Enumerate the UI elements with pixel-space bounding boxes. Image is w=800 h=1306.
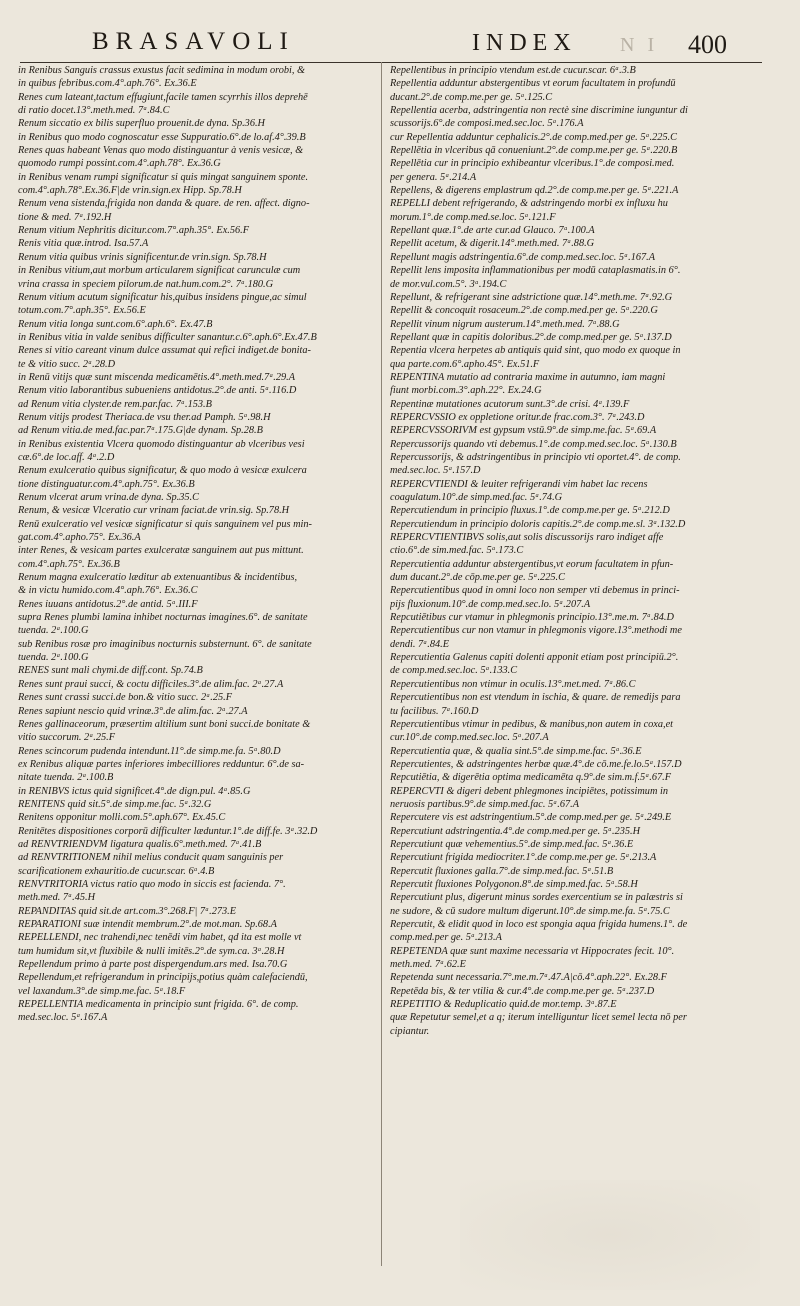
index-entry-line: Repercussorijs, & adstringentibus in principio vti oportet.4°. de comp. — [390, 451, 681, 463]
index-entry-line: REPANDITAS quid sit.de art.com.3°.268.F| 7ᵃ.273.E — [18, 905, 237, 917]
index-entry-line: Renes scincorum pudenda intendunt.11°.de simp.me.fa. 5ᵃ.80.D — [18, 745, 281, 757]
index-entry-line: Repercutientibus cur non vtamur in phlegmonis vigore.13°.methodi me — [390, 625, 682, 637]
index-entry-line: Renes cum lateant,tactum effugiunt,facile tamen scyrrhis illos deprehē — [18, 91, 308, 103]
index-entry-line: Repercutientia Galenus capiti dolenti apponit etiam post principiū.2°. — [390, 652, 679, 664]
index-entry-line: med.sec.loc. 5ᵃ.157.D — [390, 465, 481, 477]
index-entry-line: Repetēda bis, & ter vtilia & cur.4°.de comp.me.per ge. 5ᵃ.237.D — [390, 985, 655, 997]
index-entry-line: Renum vitio laborantibus subueniens antidotus.2°.de anti. 5ᵃ.116.D — [18, 385, 297, 397]
index-entry-line: per genera. 5ᵃ.214.A — [390, 171, 477, 183]
index-entry-line: in Renibus vitia in valde senibus difficulter sanantur.c.6°.aph.6°.Ex.47.B — [18, 331, 317, 343]
index-entry-line: Repercutientibus quod in omni loco non semper vti debemus in princi- — [390, 585, 680, 597]
index-entry-line: tione distinguatur.com.4°.aph.75°. Ex.36.B — [18, 478, 195, 490]
index-entry-line: REPETITIO & Reduplicatio quid.de mor.temp. 3ᵃ.87.E — [390, 999, 617, 1011]
index-entry-line: in RENIBVS ictus quid significet.4°.de dign.pul. 4ᵃ.85.G — [18, 785, 251, 797]
index-entry-line: Repercutientes, & adstringentes herbæ quæ.4°.de cō.me.fe.lo.5ᵃ.157.D — [390, 758, 682, 770]
index-entry-line: Repercussorijs quando vti debemus.1°.de comp.med.sec.loc. 5ᵃ.130.B — [390, 438, 677, 450]
index-entry-line: Renū exulceratio vel vesicæ significatur si quis sanguinem vel pus min- — [18, 518, 312, 530]
index-entry-line: Renes sunt praui succi, & coctu difficiles.3°.de alim.fac. 2ᵃ.27.A — [18, 678, 284, 690]
index-entry-line: de comp.med.sec.loc. 5ᵃ.133.C — [390, 665, 518, 677]
index-entry-line: tuenda. 2ᵃ.100.G — [18, 625, 89, 637]
index-entry-line: com.4°.aph.75°. Ex.36.B — [18, 558, 120, 570]
index-entry-line: scussorijs.6°.de composi.med.sec.loc. 5ᵃ.176.A — [390, 118, 584, 130]
index-entry-line: REPELLI debent refrigerando, & adstringendo morbi ex influxu hu — [390, 198, 668, 210]
index-entry-line: Repellētia in vlceribus qā conueniunt.2°.de comp.me.per ge. 5ᵃ.220.B — [390, 145, 678, 157]
index-entry-line: cur Repellentia adduntur cephalicis.2°.de comp.med.per ge. 5ᵃ.225.C — [390, 131, 678, 143]
index-entry-line: Renitētes dispositiones corporū difficulter læduntur.1°.de diff.fe. 3ᵃ.32.D — [18, 825, 318, 837]
index-entry-line: Repellentia acerba, adstringentia non rectè sine discrimine iunguntur di — [390, 105, 688, 117]
index-entry-line: RENES sunt mali chymi.de diff.cont. Sp.74.B — [18, 665, 203, 677]
index-entry-line: Repellit acetum, & digerit.14°.meth.med. 7ᵃ.88.G — [390, 238, 595, 250]
index-entry-line: in Renibus vitium,aut morbum articularem significat carunculæ cum — [18, 265, 301, 277]
index-entry-line: Repellētia cur in principio exhibeantur vlceribus.1°.de composi.med. — [390, 158, 675, 170]
index-entry-line: REPERCVTIENTIBVS solis,aut solis discussorijs raro indiget affe — [390, 532, 664, 544]
index-entry-line: Repentia vlcera herpetes ab antiquis quid sint, quo modo ex quoque in — [390, 345, 681, 357]
page-number: 400 — [688, 30, 727, 59]
index-entry-line: fiunt morbi.com.3°.aph.22°. Ex.24.G — [390, 385, 542, 397]
index-entry-line: Repercutiendum in principio fluxus.1°.de comp.me.per ge. 5ᵃ.212.D — [390, 505, 670, 517]
index-entry-line: med.sec.loc. 5ᵃ.167.A — [18, 1012, 108, 1024]
index-entry-line: scarificationem exhauritio.de cucur.scar. 6ᵃ.4.B — [18, 865, 215, 877]
running-head-index: INDEX — [472, 30, 577, 56]
index-entry-line: comp.med.per ge. 5ᵃ.213.A — [390, 932, 502, 944]
left-index-column — [18, 64, 375, 1025]
index-entry-line: dendi. 7ᵃ.84.E — [390, 638, 450, 650]
index-entry-line: Renum vitijs prodest Theriaca.de vsu ther.ad Pamph. 5ᵃ.98.H — [18, 411, 271, 423]
column-divider — [381, 62, 382, 1266]
index-entry-line: RENVTRITORIA victus ratio quo modo in siccis est facienda. 7°. — [18, 878, 286, 890]
index-entry-line: Renitens opponitur molli.com.5°.aph.67°. Ex.45.C — [18, 812, 226, 824]
index-entry-line: Repellentibus in principio vtendum est.de cucur.scar. 6ᵃ.3.B — [390, 65, 636, 76]
index-entry-line: Repellunt magis adstringentia.6°.de comp.med.sec.loc. 5ᵃ.167.A — [390, 251, 656, 263]
index-entry-line: ctio.6°.de sim.med.fac. 5ᵃ.173.C — [390, 545, 524, 557]
index-entry-line: cur.10°.de comp.med.sec.loc. 5ᵃ.207.A — [390, 732, 549, 744]
header-rule — [20, 62, 762, 63]
index-entry-line: Renes sunt crassi succi.de bon.& vitio succ. 2ᵃ.25.F — [18, 692, 233, 704]
index-entry-line: Repercutientibus non est vtendum in ischia, & quare. de remedijs para — [390, 692, 681, 704]
index-entry-line: REPARATIONI suæ intendit membrum.2°.de mot.man. Sp.68.A — [18, 919, 277, 930]
index-entry-line: tum humidum sit,vt fluxibile & nulli imitēs.2°.de sym.ca. 3ᵃ.28.H — [18, 945, 285, 957]
index-entry-line: Repellendum primo à parte post dispergendum.ars med. Isa.70.G — [18, 959, 288, 971]
index-entry-line: pijs fluxionum.10°.de comp.med.sec.lo. 5ᵃ.207.A — [390, 598, 591, 610]
index-entry-line: Repercutit fluxiones galla.7°.de simp.med.fac. 5ᵃ.51.B — [390, 865, 614, 877]
running-head-author: BRASAVOLI — [92, 28, 295, 55]
index-entry-line: gat.com.4°.apho.75°. Ex.36.A — [18, 532, 141, 544]
index-entry-line: RENITENS quid sit.5°.de simp.me.fac. 5ᵃ.32.G — [18, 798, 212, 810]
index-entry-line: ducant.2°.de comp.me.per ge. 5ᵃ.125.C — [390, 91, 553, 103]
index-entry-line: morum.1°.de comp.med.se.loc. 5ᵃ.121.F — [390, 211, 556, 223]
index-entry-line: neruosis partibus.9°.de simp.med.fac. 5ᵃ.67.A — [390, 798, 579, 810]
index-entry-line: ad Renum vitia.de med.fac.par.7ᵃ.175.G|de dynam. Sp.28.B — [18, 425, 263, 437]
index-entry-line: in Renibus venam rumpi significatur si quis mingat sanguinem sponte. — [18, 171, 309, 183]
index-entry-line: supra Renes plumbi lamina inhibet nocturnas imagines.6°. de sanitate — [18, 612, 308, 624]
index-entry-line: Repellendum,et refrigerandum in principijs,potius quàm calefaciendū, — [18, 972, 308, 984]
index-entry-line: sub Renibus rosæ pro imaginibus nocturnis substernunt. 6°. de sanitate — [18, 638, 312, 650]
index-entry-line: Repercutere vis est adstringentium.5°.de comp.med.per ge. 5ᵃ.249.E — [390, 812, 672, 824]
index-entry-line: Repercutientia quæ, & qualia sint.5°.de simp.me.fac. 5ᵃ.36.E — [390, 745, 642, 757]
index-entry-line: qua parte.com.6°.apho.45°. Ex.51.F — [390, 358, 540, 370]
index-entry-line: Repercutit fluxiones Polygonon.8°.de simp.med.fac. 5ᵃ.58.H — [390, 878, 638, 890]
index-entry-line: in Renibus Sanguis crassus exustus facit sedimina in modum orobi, & — [18, 65, 306, 76]
index-entry-line: di ratio docet.13°.meth.med. 7ᵃ.84.C — [18, 105, 170, 117]
index-entry-line: quæ Repetutur semel,et a q; iterum intelliguntur licet semel lecta nō per — [390, 1012, 687, 1024]
index-entry-line: REPELLENDI, nec trahendi,nec tenēdi vim habet, qd ita est molle vt — [18, 932, 302, 944]
index-entry-line: Repcutiētia, & digerētia optima medicamēta q.9°.de sim.m.f.5ᵃ.67.F — [390, 772, 672, 784]
index-entry-line: ex Renibus aliquæ partes inferiores imbecilliores redduntur. 6°.de sa- — [18, 758, 305, 770]
index-entry-line: Repercutiendum in principio doloris capitis.2°.de comp.me.sl. 3ᵃ.132.D — [390, 518, 686, 530]
index-entry-line: Renum vitium acutum significatur his,quibus insidens pingue,ac simul — [18, 291, 307, 303]
index-entry-line: Renes quas habeant Venas quo modo distinguantur à venis vesicæ, & — [18, 145, 304, 157]
index-entry-line: Repellit lens imposita inflammationibus per modū cataplasmatis.in 6°. — [390, 265, 681, 277]
index-entry-line: Repercutit, & elidit quod in loco est spongia aqua frigida humens.1°. de — [390, 919, 688, 930]
index-entry-line: Renis vitia quæ.introd. Isa.57.A — [18, 238, 149, 250]
index-entry-line: nitate tuenda. 2ᵃ.100.B — [18, 772, 114, 784]
index-entry-line: ad RENVTRITIONEM nihil melius conducit quam sanguinis per — [18, 852, 284, 864]
index-entry-line: tione & med. 7ᵃ.192.H — [18, 211, 112, 223]
index-entry-line: REPERCVSSIO ex oppletione oritur.de frac.com.3°. 7ᵃ.243.D — [390, 411, 645, 423]
index-entry-line: Renes sapiunt nescio quid vrinæ.3°.de alim.fac. 2ᵃ.27.A — [18, 705, 248, 717]
index-entry-line: tuenda. 2ᵃ.100.G — [18, 652, 89, 664]
index-entry-line: Renes si vitio careant vinum dulce assumat qui refici indiget.de bonita- — [18, 345, 311, 357]
index-entry-line: in Renibus existentia Vlcera quomodo distinguantur ab vlceribus vesi — [18, 438, 305, 450]
index-entry-line: ad RENVTRIENDVM ligatura qualis.6°.meth.med. 7ᵃ.41.B — [18, 838, 262, 850]
index-entry-line: Renum vitia quibus vrinis significentur.de vrin.sign. Sp.78.H — [18, 251, 267, 263]
index-entry-line: in quibus febribus.com.4°.aph.76°. Ex.36.E — [18, 78, 197, 90]
index-entry-line: Renum vitia longa sunt.com.6°.aph.6°. Ex.47.B — [18, 318, 213, 330]
index-entry-line: ne sudore, & cū sudore multum digerunt.10°.de simp.me.fa. 5ᵃ.75.C — [390, 905, 670, 917]
index-entry-line: Repellunt, & refrigerant sine adstrictione quæ.14°.meth.me. 7ᵃ.92.G — [390, 291, 673, 303]
index-entry-line: de mor.vul.com.5°. 3ᵃ.194.C — [390, 278, 507, 290]
index-entry-line: dum ducant.2°.de cōp.me.per ge. 5ᵃ.225.C — [390, 572, 565, 584]
index-entry-line: cipiantur. — [390, 1025, 430, 1037]
index-entry-line: meth.med. 7ᵃ.62.E — [390, 959, 466, 971]
index-entry-line: Repellant quæ.1°.de arte cur.ad Glauco. 7ᵃ.100.A — [390, 225, 595, 237]
index-entry-line: vrina crassa in speciem pilorum.de nat.hum.com.2°. 7ᵃ.180.G — [18, 278, 274, 290]
paper-stain — [460, 1180, 760, 1290]
index-entry-line: REPERCVTI & digeri debent phlegmones incipiētes, potissimum in — [390, 785, 668, 797]
index-entry-line: tu facilibus. 7ᵃ.160.D — [390, 705, 479, 717]
index-entry-line: Renum siccatio ex bilis superfluo prouenit.de dyna. Sp.36.H — [18, 118, 265, 130]
index-entry-line: Renum vena sistenda,frigida non danda & quare. de ren. affect. digno- — [18, 198, 310, 210]
index-entry-line: Repentinæ mutationes acutorum sunt.3°.de crisi. 4ᵃ.139.F — [390, 398, 630, 410]
index-entry-line: in Renū vitijs quæ sunt miscenda medicamētis.4°.meth.med.7ᵃ.29.A — [18, 371, 296, 383]
index-entry-line: ad Renum vitia clyster.de rem.par.fac. 7ᵃ.153.B — [18, 398, 212, 410]
index-entry-line: Repellit & concoquit rosaceum.2°.de comp.med.per ge. 5ᵃ.220.G — [390, 305, 658, 317]
index-entry-line: Repercutiunt quæ vehementius.5°.de simp.med.fac. 5ᵃ.36.E — [390, 838, 634, 850]
index-entry-line: Repellant quæ in capitis doloribus.2°.de comp.med.per ge. 5ᵃ.137.D — [390, 331, 672, 343]
index-entry-line: Repcutiētibus cur vtamur in phlegmonis principio.13°.me.m. 7ᵃ.84.D — [390, 612, 674, 624]
index-entry-line: Renum vitium Nephritis dicitur.com.7°.aph.35°. Ex.56.F — [18, 225, 250, 237]
index-entry-line: inter Renes, & vesicam partes exulceratæ sanguinem aut pus mittunt. — [18, 545, 304, 557]
index-entry-line: Repercutiunt frigida mediocriter.1°.de comp.me.per ge. 5ᵃ.213.A — [390, 852, 657, 864]
index-entry-line: Renum exulceratio quibus significatur, & quo modo à vesicæ exulcera — [18, 465, 307, 477]
right-index-column — [390, 64, 768, 1038]
index-entry-line: quomodo rumpi possint.com.4°.aph.78°. Ex.36.G — [18, 158, 221, 170]
show-through-text: N I — [620, 34, 659, 56]
index-entry-line: & in victu humido.com.4°.aph.76°. Ex.36.C — [18, 585, 198, 597]
index-entry-line: REPELLENTIA medicamenta in principio sunt frigida. 6°. de comp. — [18, 999, 299, 1011]
index-entry-line: Repellit vinum nigrum austerum.14°.meth.med. 7ᵃ.88.G — [390, 318, 620, 330]
index-entry-line: Repercutientibus vtimur in pedibus, & manibus,non autem in coxa,et — [390, 718, 674, 730]
index-entry-line: Repercutiunt plus, digerunt minus sordes exercentium se in palæstris si — [390, 892, 683, 904]
index-entry-line: Repercutientia adduntur abstergentibus,vt eorum facultatem in pfun- — [390, 558, 674, 570]
index-entry-line: Repercutientibus non vtimur in oculis.13°.met.med. 7ᵃ.86.C — [390, 678, 636, 690]
index-entry-line: REPERCVTIENDI & leuiter refrigerandi vim habet lac recens — [390, 478, 648, 490]
index-entry-line: totum.com.7°.aph.35°. Ex.56.E — [18, 305, 146, 317]
index-entry-line: coagulatum.10°.de simp.med.fac. 5ᵃ.74.G — [390, 492, 563, 503]
index-entry-line: REPERCVSSORIVM est gypsum vstū.9°.de simp.me.fac. 5ᵃ.69.A — [390, 425, 657, 437]
index-entry-line: Repetenda sunt necessaria.7°.me.m.7ᵃ.47.A|cō.4°.aph.22°. Ex.28.F — [390, 972, 667, 984]
index-entry-line: cæ.6°.de loc.aff. 4ᵃ.2.D — [18, 451, 115, 463]
index-entry-line: meth.med. 7ᵃ.45.H — [18, 892, 96, 904]
index-entry-line: Renum, & vesicæ Vlceratio cur vrinam faciat.de vrin.sig. Sp.78.H — [18, 505, 290, 517]
index-entry-line: Renes iuuans antidotus.2°.de antid. 5ᵃ.III.F — [18, 598, 198, 610]
index-entry-line: te & vitio succ. 2ᵃ.28.D — [18, 358, 116, 370]
index-entry-line: Repellens, & digerens emplastrum qd.2°.de comp.me.per ge. 5ᵃ.221.A — [390, 185, 679, 197]
index-entry-line: in Renibus quo modo cognoscatur esse Suppuratio.6°.de lo.af.4°.39.B — [18, 131, 306, 143]
index-entry-line: Renes gallinaceorum, præsertim altilium sunt boni succi.de bonitate & — [18, 718, 311, 730]
index-entry-line: REPETENDA quæ sunt maxime necessaria vt Hippocrates fecit. 10°. — [390, 945, 675, 957]
index-entry-line: Renum magna exulceratio læditur ab extenuantibus & incidentibus, — [18, 572, 298, 584]
index-entry-line: com.4°.aph.78°.Ex.36.F|de vrin.sign.ex Hipp. Sp.78.H — [18, 185, 242, 197]
index-entry-line: Renum vlcerat arum vrina.de dyna. Sp.35.C — [18, 492, 200, 503]
index-entry-line: REPENTINA mutatio ad contraria maxime in autumno, iam magni — [390, 371, 666, 383]
index-entry-line: vitio succorum. 2ᵃ.25.F — [18, 732, 116, 744]
index-entry-line: Repercutiunt adstringentia.4°.de comp.med.per ge. 5ᵃ.235.H — [390, 825, 641, 837]
index-entry-line: vel laxandum.3°.de simp.me.fac. 5ᵃ.18.F — [18, 985, 186, 997]
index-entry-line: Repellentia adduntur abstergentibus vt eorum facultatem in profundū — [390, 78, 676, 90]
